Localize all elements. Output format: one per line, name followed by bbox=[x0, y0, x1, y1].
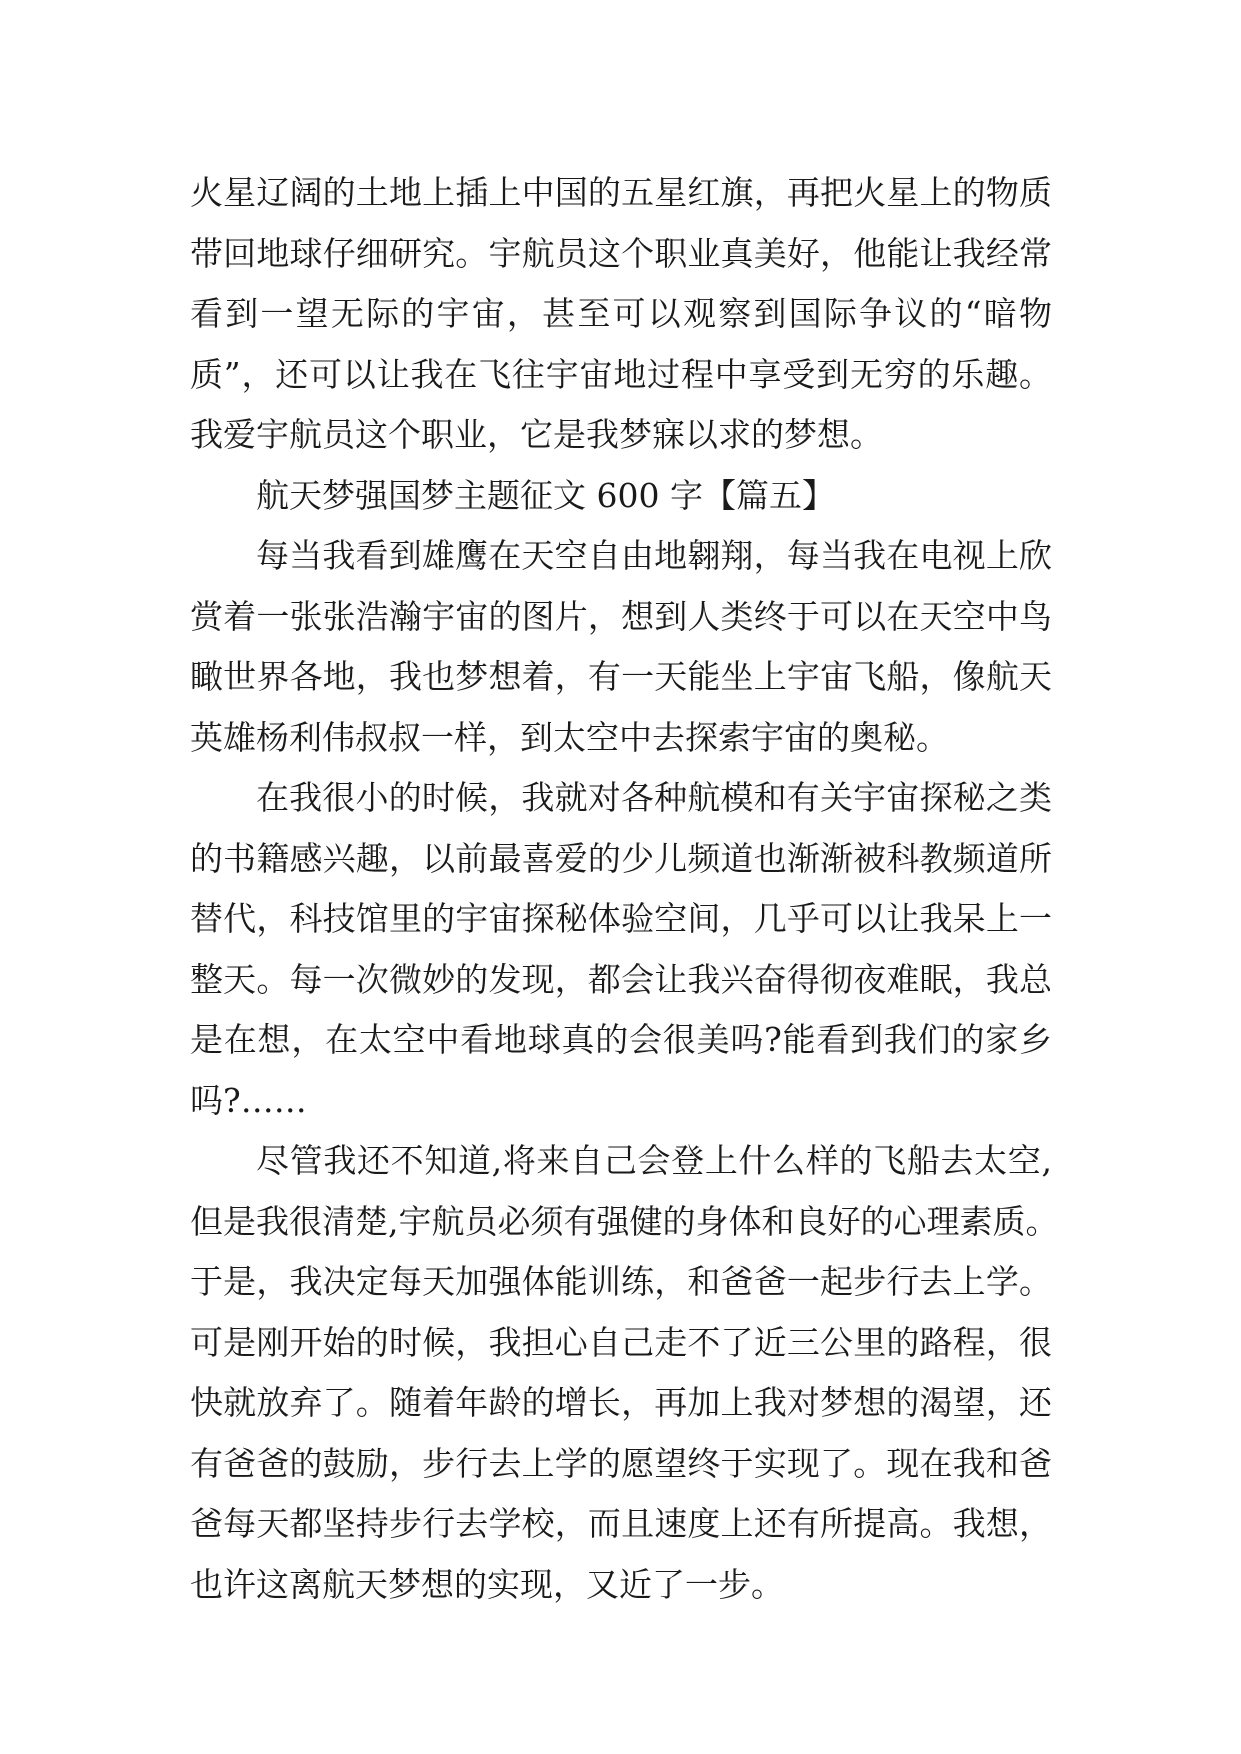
text-line: 赏着一张张浩瀚宇宙的图片，想到人类终于可以在天空中鸟 bbox=[190, 596, 1052, 636]
text-line: 是在想，在太空中看地球真的会很美吗?能看到我们的家乡 bbox=[190, 1020, 1052, 1059]
document-page bbox=[190, 163, 1059, 1615]
text-line: 快就放弃了。随着年龄的增长，再加上我对梦想的渴望，还 bbox=[190, 1383, 1052, 1422]
text-line: 也许这离航天梦想的实现，又近了一步。 bbox=[190, 1564, 784, 1604]
text-line: 瞰世界各地，我也梦想着，有一天能坐上宇宙飞船，像航天 bbox=[190, 657, 1052, 696]
text-line: 于是，我决定每天加强体能训练，和爸爸一起步行去上学。 bbox=[190, 1262, 1052, 1301]
text-line: 英雄杨利伟叔叔一样，到太空中去探索宇宙的奥秘。 bbox=[190, 717, 949, 757]
paragraph-first-line: 每当我看到雄鹰在天空自由地翱翔，每当我在电视上欣 bbox=[256, 536, 1052, 575]
text-line: 看到一望无际的宇宙，甚至可以观察到国际争议的“暗物 bbox=[190, 294, 1052, 333]
text-line: 整天。每一次微妙的发现，都会让我兴奋得彻夜难眠，我总 bbox=[190, 959, 1052, 999]
text-line: 质”，还可以让我在飞往宇宙地过程中享受到无穷的乐趣。 bbox=[190, 354, 1052, 394]
section-heading: 航天梦强国梦主题征文 600 字【篇五】 bbox=[256, 475, 835, 515]
text-line: 爸每天都坚持步行去学校，而且速度上还有所提高。我想， bbox=[190, 1504, 1052, 1543]
text-line: 带回地球仔细研究。宇航员这个职业真美好，他能让我经常 bbox=[190, 233, 1052, 273]
text-line: 有爸爸的鼓励，步行去上学的愿望终于实现了。现在我和爸 bbox=[190, 1443, 1052, 1483]
text-line: 吗?…… bbox=[190, 1080, 307, 1120]
text-line: 火星辽阔的土地上插上中国的五星红旗，再把火星上的物质 bbox=[190, 173, 1052, 212]
text-line: 可是刚开始的时候，我担心自己走不了近三公里的路程，很 bbox=[190, 1322, 1052, 1362]
text-line: 的书籍感兴趣，以前最喜爱的少儿频道也渐渐被科教频道所 bbox=[190, 838, 1052, 878]
text-line: 但是我很清楚,宇航员必须有强健的身体和良好的心理素质。 bbox=[190, 1201, 1059, 1241]
paragraph-first-line: 尽管我还不知道,将来自己会登上什么样的飞船去太空, bbox=[256, 1141, 1052, 1180]
text-line: 替代，科技馆里的宇宙探秘体验空间，几乎可以让我呆上一 bbox=[190, 899, 1052, 938]
text-line: 我爱宇航员这个职业，它是我梦寐以求的梦想。 bbox=[190, 415, 883, 454]
paragraph-first-line: 在我很小的时候，我就对各种航模和有关宇宙探秘之类 bbox=[256, 778, 1052, 817]
